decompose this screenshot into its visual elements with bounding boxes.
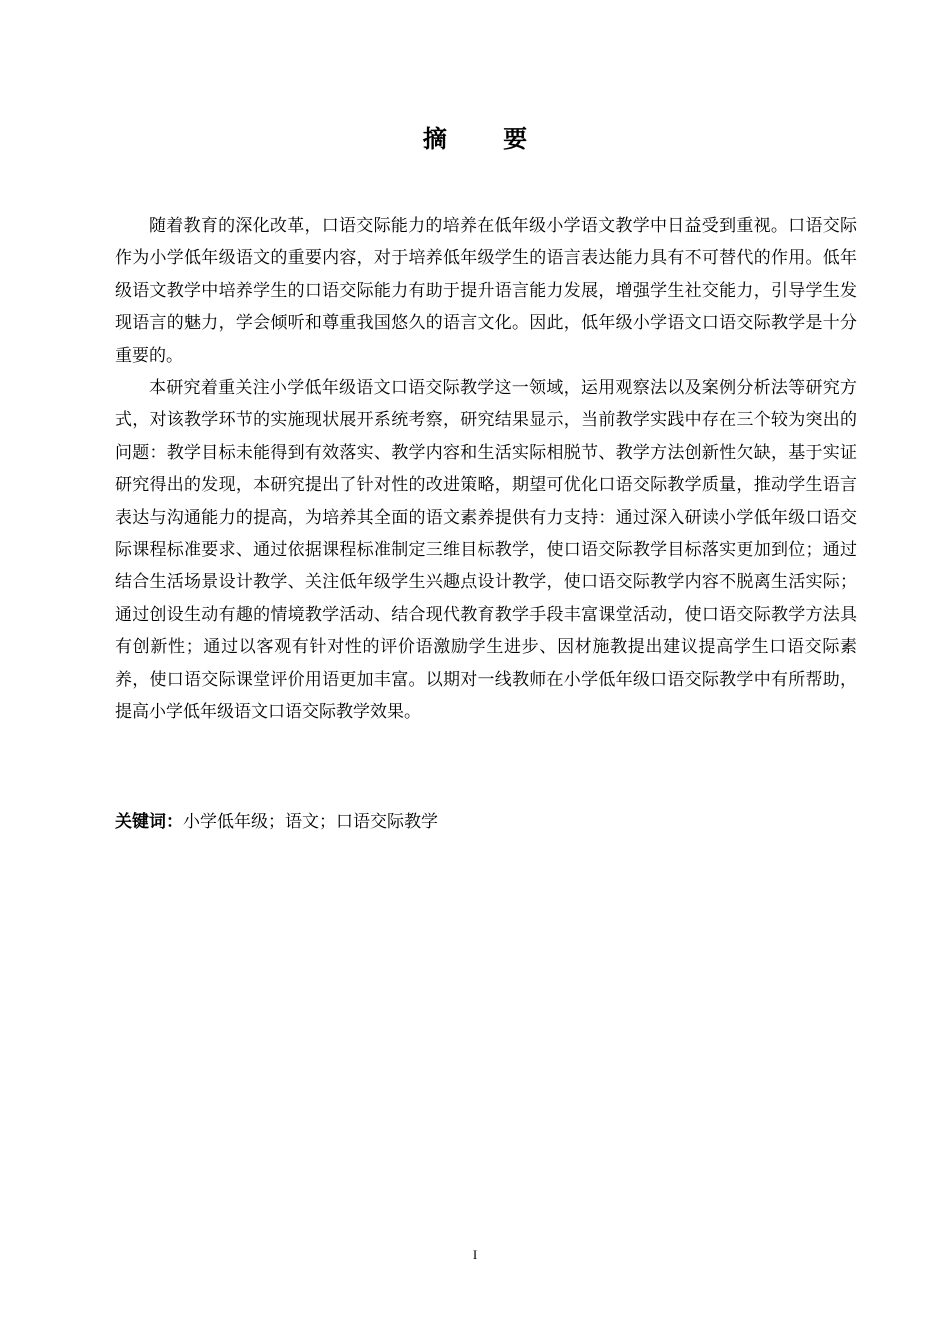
abstract-paragraph-2: 本研究着重关注小学低年级语文口语交际教学这一领域，运用观察法以及案例分析法等研究方式，对该教学环节的实施现状展开系统考察，研究结果显示，当前教学实践中存在三个较为突出的问题：教学目标未能得到有效落实、教学内容和生活实际相脱节、教学方法创新性欠缺，基于实证研究得出的发现，本研究提出了针对性的改进策略，期望可优化口语交际教学质量，推动学生语言表达与沟通能力的提高，为培养其全面的语文素养提供有力支持：通过深入研读小学低年级口语交际课程标准要求、通过依据课程标准制定三维目标教学，使口语交际教学目标落实更加到位；通过结合生活场景设计教学、关注低年级学生兴趣点设计教学，使口语交际教学内容不脱离生活实际；通过创设生动有趣的情境教学活动、结合现代教育教学手段丰富课堂活动，使口语交际教学方法具有创新性；通过以客观有针对性的评价语激励学生进步、因材施教提出建议提高学生口语交际素养，使口语交际课堂评价用语更加丰富。以期对一线教师在小学低年级口语交际教学中有所帮助，提高小学低年级语文口语交际教学效果。: [115, 378, 857, 723]
keywords-line: [115, 805, 857, 839]
keywords-label: 关键词：: [115, 812, 183, 832]
abstract-paragraph-1: 随着教育的深化改革，口语交际能力的培养在低年级小学语文教学中日益受到重视。口语交际作为小学低年级语文的重要内容，对于培养低年级学生的语言表达能力具有不可替代的作用。低年级语文教学中培养学生的口语交际能力有助于提升语言能力发展，增强学生社交能力，引导学生发现语言的魅力，学会倾听和尊重我国悠久的语言文化。因此，低年级小学语文口语交际教学是十分重要的。: [115, 216, 857, 366]
abstract-title: 摘 要: [422, 125, 552, 153]
page-number: I: [472, 1247, 478, 1262]
abstract-body: [115, 210, 857, 729]
keywords-text: 小学低年级；语文；口语交际教学: [183, 812, 438, 832]
